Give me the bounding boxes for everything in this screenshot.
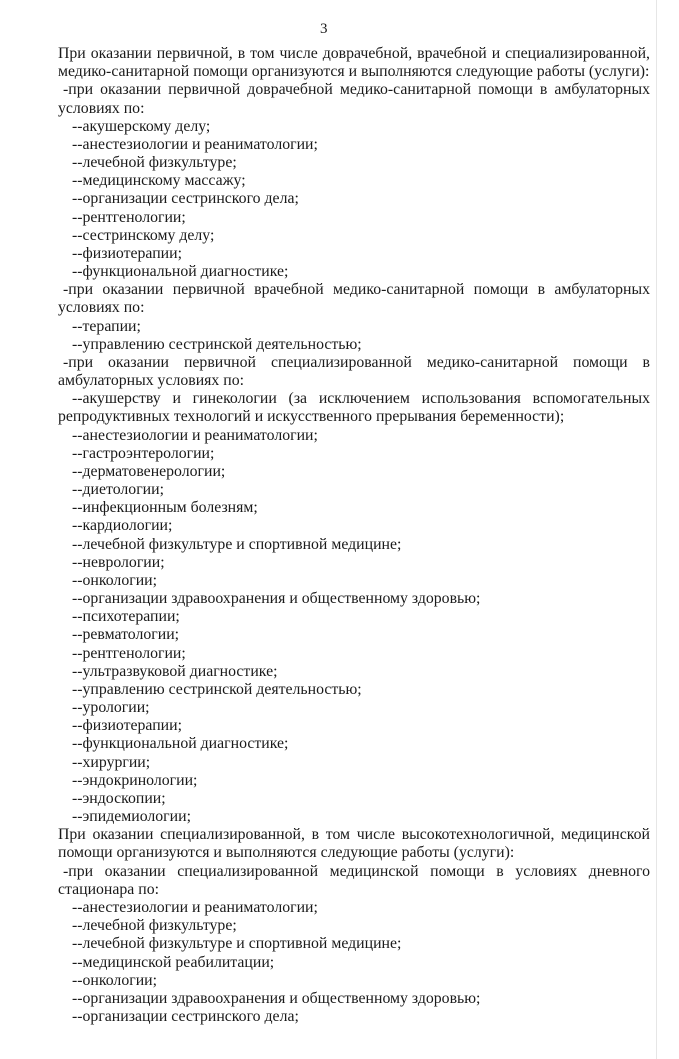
subsection-line: -при оказании первичной специализированной медико-санитарной помощи в bbox=[63, 353, 650, 371]
page-number: 3 bbox=[320, 21, 328, 37]
list-item: --анестезиологии и реаниматологии; bbox=[72, 426, 318, 444]
paragraph-line: При оказании первичной, в том числе доврачебной, врачебной и специализированной, bbox=[58, 45, 650, 62]
subsection-line: стационара по: bbox=[58, 880, 159, 898]
list-item: --акушерскому делу; bbox=[72, 117, 211, 135]
subsection-line: амбулаторных условиях по: bbox=[58, 372, 244, 390]
list-item: --анестезиологии и реаниматологии; bbox=[72, 135, 318, 153]
list-item: --организации здравоохранения и общественному здоровью; bbox=[72, 590, 481, 608]
list-item: --дерматовенерологии; bbox=[72, 462, 226, 480]
list-item: --онкологии; bbox=[72, 971, 157, 989]
list-item: --лечебной физкультуре и спортивной медицине; bbox=[72, 535, 402, 553]
paragraph-line: медико-санитарной помощи организуются и выполняются следующие работы (услуги): bbox=[58, 63, 650, 81]
subsection-line: -при оказании первичной доврачебной медико-санитарной помощи в амбулаторных bbox=[63, 81, 650, 99]
list-item: --управлению сестринской деятельностью; bbox=[72, 335, 362, 353]
subsection-line: -при оказании первичной врачебной медико-санитарной помощи в амбулаторных bbox=[63, 281, 650, 299]
list-item: --психотерапии; bbox=[72, 608, 180, 626]
list-item: --ревматологии; bbox=[72, 626, 180, 644]
list-item: --терапии; bbox=[72, 317, 141, 335]
list-item: --анестезиологии и реаниматологии; bbox=[72, 898, 318, 916]
list-item: --эндокринологии; bbox=[72, 771, 198, 789]
list-item: --урологии; bbox=[72, 699, 150, 717]
list-item: --организации сестринского дела; bbox=[72, 1008, 299, 1025]
list-item: --акушерству и гинекологии (за исключением использования вспомогательных bbox=[72, 390, 650, 408]
list-item: --хирургии; bbox=[72, 753, 151, 771]
list-item: --сестринскому делу; bbox=[72, 226, 215, 244]
paragraph-line: При оказании специализированной, в том числе высокотехнологичной, медицинской bbox=[58, 826, 650, 844]
list-item: --организации сестринского дела; bbox=[72, 190, 299, 208]
subsection-line: -при оказании специализированной медицинской помощи в условиях дневного bbox=[63, 862, 650, 880]
scan-edge bbox=[656, 0, 657, 1059]
list-item: --ультразвуковой диагностике; bbox=[72, 662, 278, 680]
list-item: --кардиологии; bbox=[72, 517, 173, 535]
list-item: --рентгенологии; bbox=[72, 644, 186, 662]
list-item: --физиотерапии; bbox=[72, 717, 182, 735]
list-item: --онкологии; bbox=[72, 571, 157, 589]
list-item: --функциональной диагностике; bbox=[72, 263, 289, 281]
subsection-line: условиях по: bbox=[58, 299, 145, 317]
list-item-continuation: репродуктивных технологий и искусственного прерывания беременности); bbox=[58, 408, 565, 426]
list-item: --неврологии; bbox=[72, 553, 165, 571]
list-item: --управлению сестринской деятельностью; bbox=[72, 680, 362, 698]
list-item: --инфекционным болезням; bbox=[72, 499, 258, 517]
list-item: --организации здравоохранения и общественному здоровью; bbox=[72, 989, 481, 1007]
list-item: --медицинскому массажу; bbox=[72, 172, 246, 190]
list-item: --лечебной физкультуре; bbox=[72, 154, 237, 172]
list-item: --диетологии; bbox=[72, 481, 164, 499]
list-item: --эндоскопии; bbox=[72, 789, 166, 807]
paragraph-line: помощи организуются и выполняются следующие работы (услуги): bbox=[58, 844, 515, 862]
list-item: --функциональной диагностике; bbox=[72, 735, 289, 753]
list-item: --эпидемиологии; bbox=[72, 808, 191, 826]
list-item: --лечебной физкультуре и спортивной медицине; bbox=[72, 935, 402, 953]
list-item: --медицинской реабилитации; bbox=[72, 953, 275, 971]
list-item: --гастроэнтерологии; bbox=[72, 444, 215, 462]
list-item: --рентгенологии; bbox=[72, 208, 186, 226]
list-item: --лечебной физкультуре; bbox=[72, 917, 237, 935]
subsection-line: условиях по: bbox=[58, 99, 145, 117]
list-item: --физиотерапии; bbox=[72, 244, 182, 262]
